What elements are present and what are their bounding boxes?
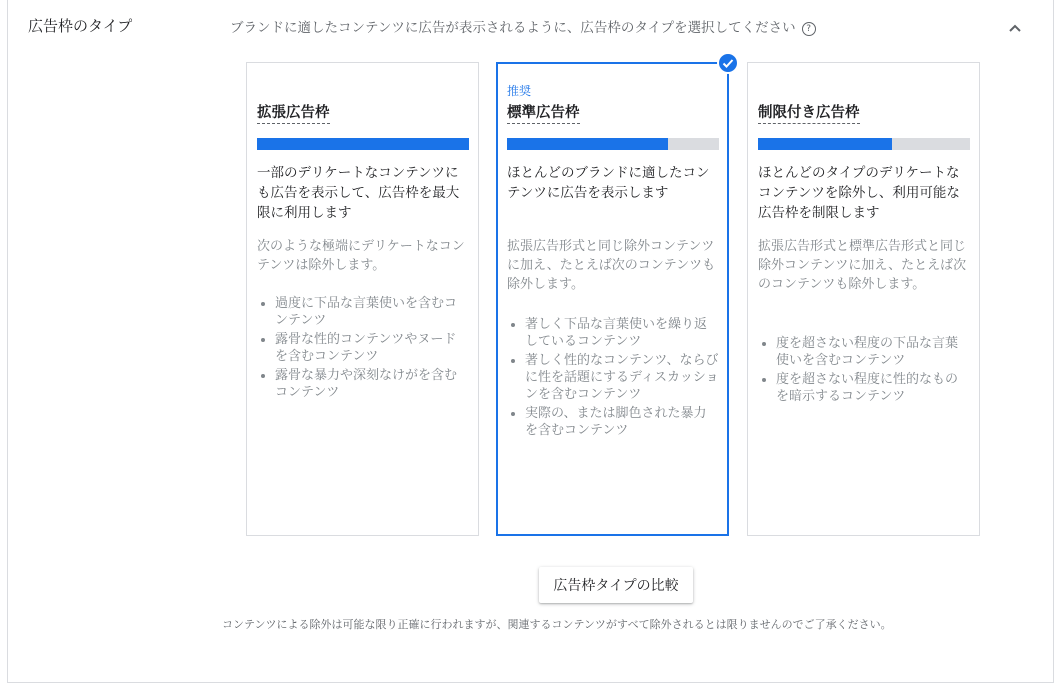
list-item: • 過度に下品な言葉使いを含むコンテンツ (275, 295, 469, 329)
list-item: • 実際の、または脚色された暴力を含むコンテンツ (525, 405, 719, 439)
exclusion-list (257, 295, 469, 403)
inventory-level-fill (507, 138, 668, 150)
card-expanded-inventory[interactable] (246, 62, 479, 536)
chevron-up-icon[interactable] (1005, 18, 1025, 38)
section-description (230, 16, 816, 36)
section-title: 広告枠のタイプ (28, 17, 133, 35)
list-item: • 露骨な暴力や深刻なけがを含むコンテンツ (275, 367, 469, 401)
inventory-level-bar (257, 138, 469, 150)
list-item: • 著しく下品な言葉使いを繰り返しているコンテンツ (525, 316, 719, 350)
exclusion-list (507, 316, 719, 441)
recommended-label: 推奨 (507, 84, 532, 98)
card-limited-inventory[interactable] (747, 62, 980, 536)
list-item: • 著しく性的なコンテンツ、ならびに性を話題にするディスカッションを含むコンテンツ (525, 352, 719, 403)
card-standard-inventory[interactable] (496, 62, 729, 536)
inventory-level-bar (758, 138, 970, 150)
card-title: 標準広告枠 (507, 105, 580, 124)
inventory-level-fill (758, 138, 892, 150)
list-item: • 度を超さない程度の下品な言葉使いを含むコンテンツ (776, 335, 970, 369)
help-circle-icon[interactable]: ? (802, 22, 816, 36)
exclusion-list (758, 335, 970, 407)
compare-inventory-types-button[interactable]: 広告枠タイプの比較 (539, 567, 693, 603)
card-summary: ほとんどのタイプのデリケートなコンテンツを除外し、利用可能な広告枠を制限します (758, 165, 960, 221)
section-description-text: ブランドに適したコンテンツに広告が表示されるように、広告枠のタイプを選択してください (230, 20, 796, 36)
card-title: 拡張広告枠 (257, 105, 330, 124)
list-item: • 度を超さない程度に性的なものを暗示するコンテンツ (776, 371, 970, 405)
card-detail: 拡張広告形式と標準広告形式と同じ除外コンテンツに加え、たとえば次のコンテンツも除外します。 (758, 239, 967, 292)
card-title: 制限付き広告枠 (758, 105, 860, 124)
card-summary: ほとんどのブランドに適したコンテンツに広告を表示します (507, 165, 710, 201)
inventory-level-bar (507, 138, 719, 150)
card-summary: 一部のデリケートなコンテンツにも広告を表示して、広告枠を最大限に利用します (257, 165, 460, 221)
footnote: コンテンツによる除外は可能な限り正確に行われますが、関連するコンテンツがすべて除外されるとは限りませんのでご了承ください。 (222, 618, 892, 631)
inventory-level-fill (257, 138, 469, 150)
list-item: • 露骨な性的コンテンツやヌードを含むコンテンツ (275, 331, 469, 365)
card-detail: 次のような極端にデリケートなコンテンツは除外します。 (257, 239, 465, 273)
check-circle-icon (717, 52, 739, 74)
card-detail: 拡張広告形式と同じ除外コンテンツに加え、たとえば次のコンテンツも除外します。 (507, 239, 716, 292)
